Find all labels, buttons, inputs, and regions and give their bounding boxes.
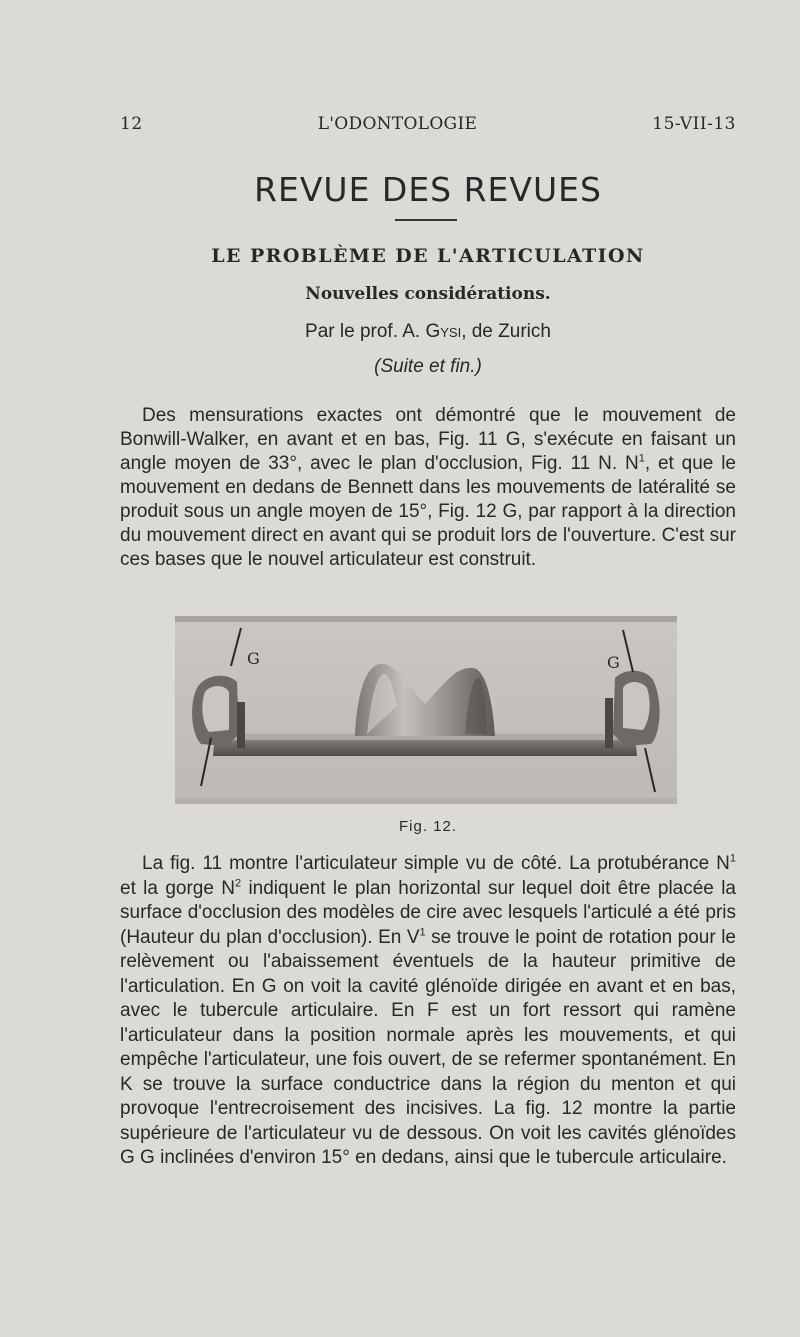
figure-caption: Fig. 12. — [398, 818, 458, 835]
byline-prefix: Par le prof. A. — [305, 321, 421, 342]
section-title: REVUE DES REVUES — [254, 170, 602, 209]
article-subtitle: Nouvelles considérations. — [305, 284, 551, 304]
author-name: Gysi — [425, 321, 462, 342]
figure-12-photo — [175, 616, 677, 804]
title-divider — [395, 219, 457, 221]
byline — [120, 321, 736, 343]
figure-label-right: G — [607, 653, 620, 672]
page-number: 12 — [120, 114, 143, 134]
articulator-illustration — [175, 616, 677, 804]
figure-label-left: G — [247, 649, 260, 668]
article-title: LE PROBLÈME DE L'ARTICULATION — [211, 245, 645, 267]
running-head — [120, 114, 736, 134]
paragraph-2: La fig. 11 montre l'articulateur simple vu de côté. La protubérance $N^1$ et la gorge $N^2$ indiquent le plan horizontal sur lequel doit être placée la surface d'occlusion des modèles de cire avec lesquels l'articulé a été pris (Hauteur du plan d'occlusion). En $V^1$ se trouve le point de rotation pour le relèvement ou l'abaissement éventuels de la hauteur primitive de l'articulation. En G on voit la cavité glénoïde dirigée en avant et en bas, avec le tubercule articulaire. En F est un fort ressort qui ramène l'articulateur dans la position normale après les mouvements, et qui empêche l'articulateur, une fois ouvert, de se refermer spontanément. En K se trouve la surface conductrice dans la région du menton et qui provoque l'entrecroisement des incisives. La fig. 12 montre la partie supérieure de l'articulateur vu de dessous. On voit les cavités glénoïdes G G inclinées d'environ 15° en dedans, ainsi que le tubercule articulaire. — [120, 852, 736, 1168]
issue-date: 15-VII-13 — [652, 114, 736, 134]
journal-title: L'ODONTOLOGIE — [317, 114, 478, 134]
byline-suffix: , de Zurich — [461, 321, 551, 342]
paragraph-1: Des mensurations exactes ont démontré que le mouvement de Bonwill-Walker, en avant et en bas, Fig. 11 G, s'exécute en faisant un angle moyen de 33°, avec le plan d'occlusion, Fig. 11 N. $N^1$, et que le mouvement en dedans de Bennett dans les mouvements de latéralité se produit sous un angle moyen de 15°, Fig. 12 G, par rapport à la direction du mouvement direct en avant qui se produit lors de l'ouverture. C'est sur ces bases que le nouvel articulateur est construit. — [120, 405, 737, 570]
continued-note: (Suite et fin.) — [374, 356, 482, 377]
